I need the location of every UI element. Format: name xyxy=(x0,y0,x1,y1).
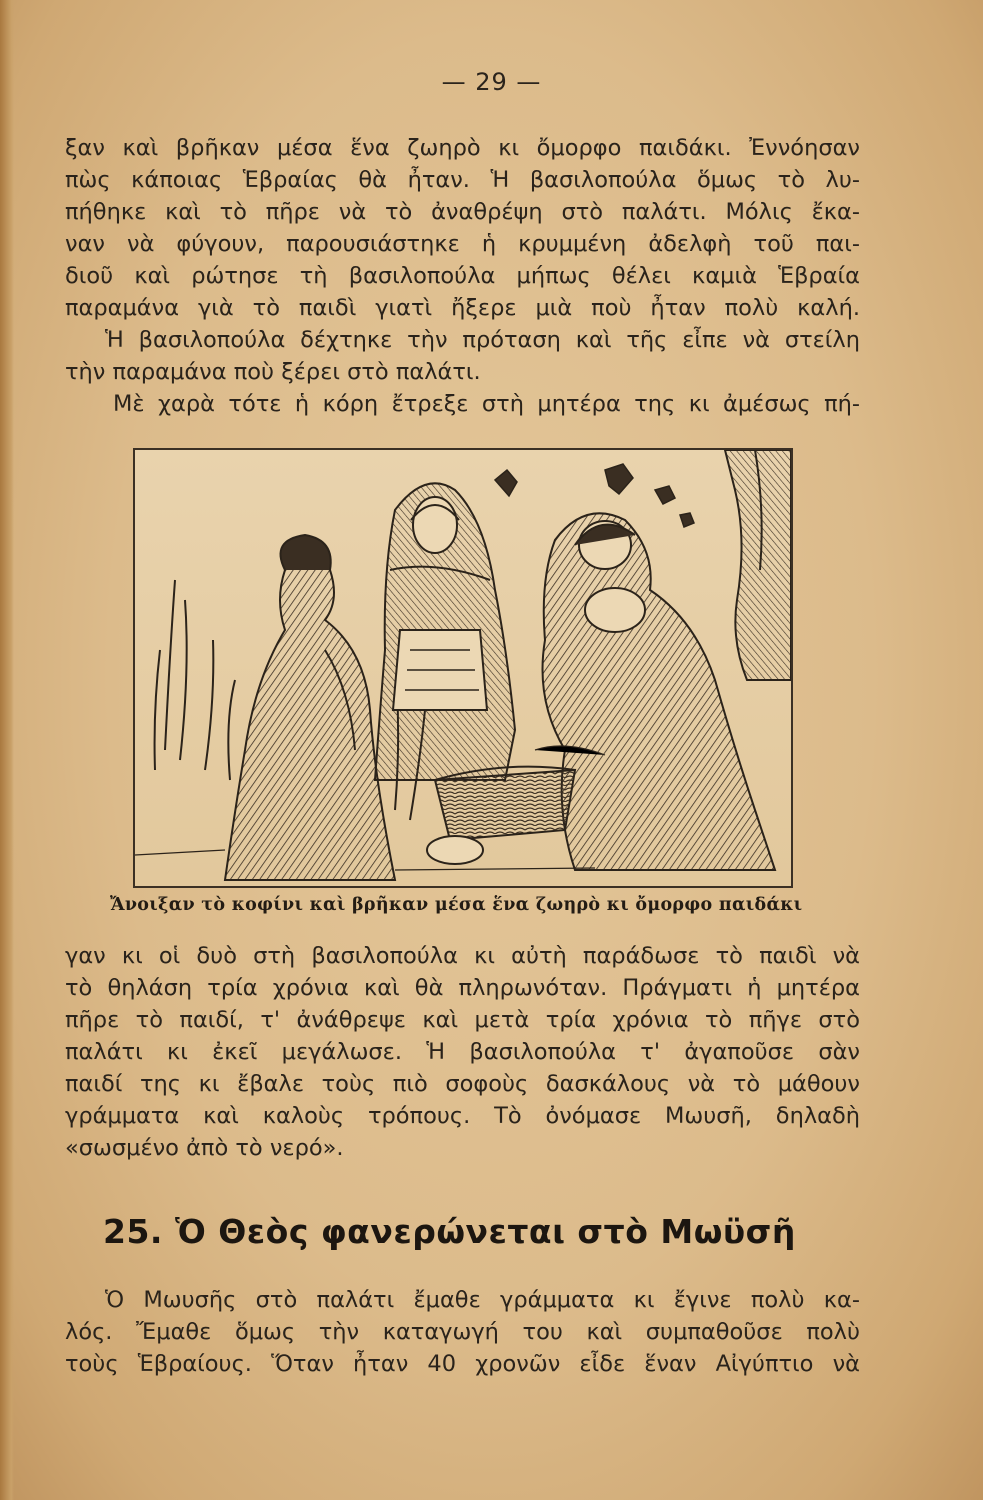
text-line: πὼς κάποιας Ἑβραίας θὰ ἦταν. Ἡ βασιλοπούλα ὅμως τὸ λυ- xyxy=(65,167,860,193)
illustration-caption: Ἄνοιξαν τὸ κοφίνι καὶ βρῆκαν μέσα ἕνα ζωηρὸ κι ὄμορφο παιδάκι xyxy=(110,895,803,915)
text-line: πήθηκε καὶ τὸ πῆρε νὰ τὸ ἀναθρέψη στὸ παλάτι. Μόλις ἔκα- xyxy=(65,199,860,225)
page-edge-shadow xyxy=(0,0,14,1500)
illustration-finding-moses xyxy=(133,448,793,888)
page-number: — 29 — xyxy=(441,68,542,96)
engraving-drawing xyxy=(135,450,791,886)
text-line: Μὲ χαρὰ τότε ἡ κόρη ἔτρεξε στὴ μητέρα της κι ἀμέσως πή- xyxy=(113,391,860,417)
text-line: τὸ θηλάση τρία χρόνια καὶ θὰ πληρωνόταν. Πράγματι ἡ μητέρα xyxy=(65,975,860,1001)
text-line: διοῦ καὶ ρώτησε τὴ βασιλοπούλα μήπως θέλει καμιὰ Ἑβραία xyxy=(65,263,860,289)
text-line: λός. Ἔμαθε ὅμως τὴν καταγωγή του καὶ συμπαθοῦσε πολὺ xyxy=(65,1319,860,1345)
text-line: ναν νὰ φύγουν, παρουσιάστηκε ἡ κρυμμένη ἀδελφὴ τοῦ παι- xyxy=(65,231,860,257)
text-line: Ὁ Μωυσῆς στὸ παλάτι ἔμαθε γράμματα κι ἔγινε πολὺ κα- xyxy=(105,1287,860,1313)
text-line: πῆρε τὸ παιδί, τ' ἀνάθρεψε καὶ μετὰ τρία χρόνια τὸ πῆγε στὸ xyxy=(65,1007,860,1033)
text-line: παλάτι κι ἐκεῖ μεγάλωσε. Ἡ βασιλοπούλα τ' ἀγαποῦσε σὰν xyxy=(65,1039,860,1065)
text-line: ξαν καὶ βρῆκαν μέσα ἕνα ζωηρὸ κι ὄμορφο παιδάκι. Ἐννόησαν xyxy=(65,135,860,161)
text-line: παιδί της κι ἔβαλε τοὺς πιὸ σοφοὺς δασκάλους νὰ τὸ μάθουν xyxy=(65,1071,860,1097)
text-line: γαν κι οἱ δυὸ στὴ βασιλοπούλα κι αὐτὴ παράδωσε τὸ παιδὶ νὰ xyxy=(65,943,860,969)
paragraph-1 xyxy=(65,132,860,420)
text-line: τοὺς Ἑβραίους. Ὅταν ἦταν 40 χρονῶν εἶδε ἕναν Αἰγύπτιο νὰ xyxy=(65,1351,860,1377)
text-line: τὴν παραμάνα ποὺ ξέρει στὸ παλάτι. xyxy=(65,359,481,385)
paragraph-3 xyxy=(65,1284,860,1380)
paragraph-2 xyxy=(65,940,860,1164)
text-line: παραμάνα γιὰ τὸ παιδὶ γιατὶ ἤξερε μιὰ ποὺ ἦταν πολὺ καλή. xyxy=(65,295,860,321)
text-line: «σωσμένο ἀπὸ τὸ νερό». xyxy=(65,1135,344,1161)
text-line: Ἡ βασιλοπούλα δέχτηκε τὴν πρόταση καὶ τῆς εἶπε νὰ στείλη xyxy=(105,327,860,353)
section-heading: 25. Ὁ Θεὸς φανερώνεται στὸ Μωϋσῆ xyxy=(103,1212,796,1251)
text-line: γράμματα καὶ καλοὺς τρόπους. Τὸ ὀνόμασε Μωυσῆ, δηλαδὴ xyxy=(65,1103,860,1129)
